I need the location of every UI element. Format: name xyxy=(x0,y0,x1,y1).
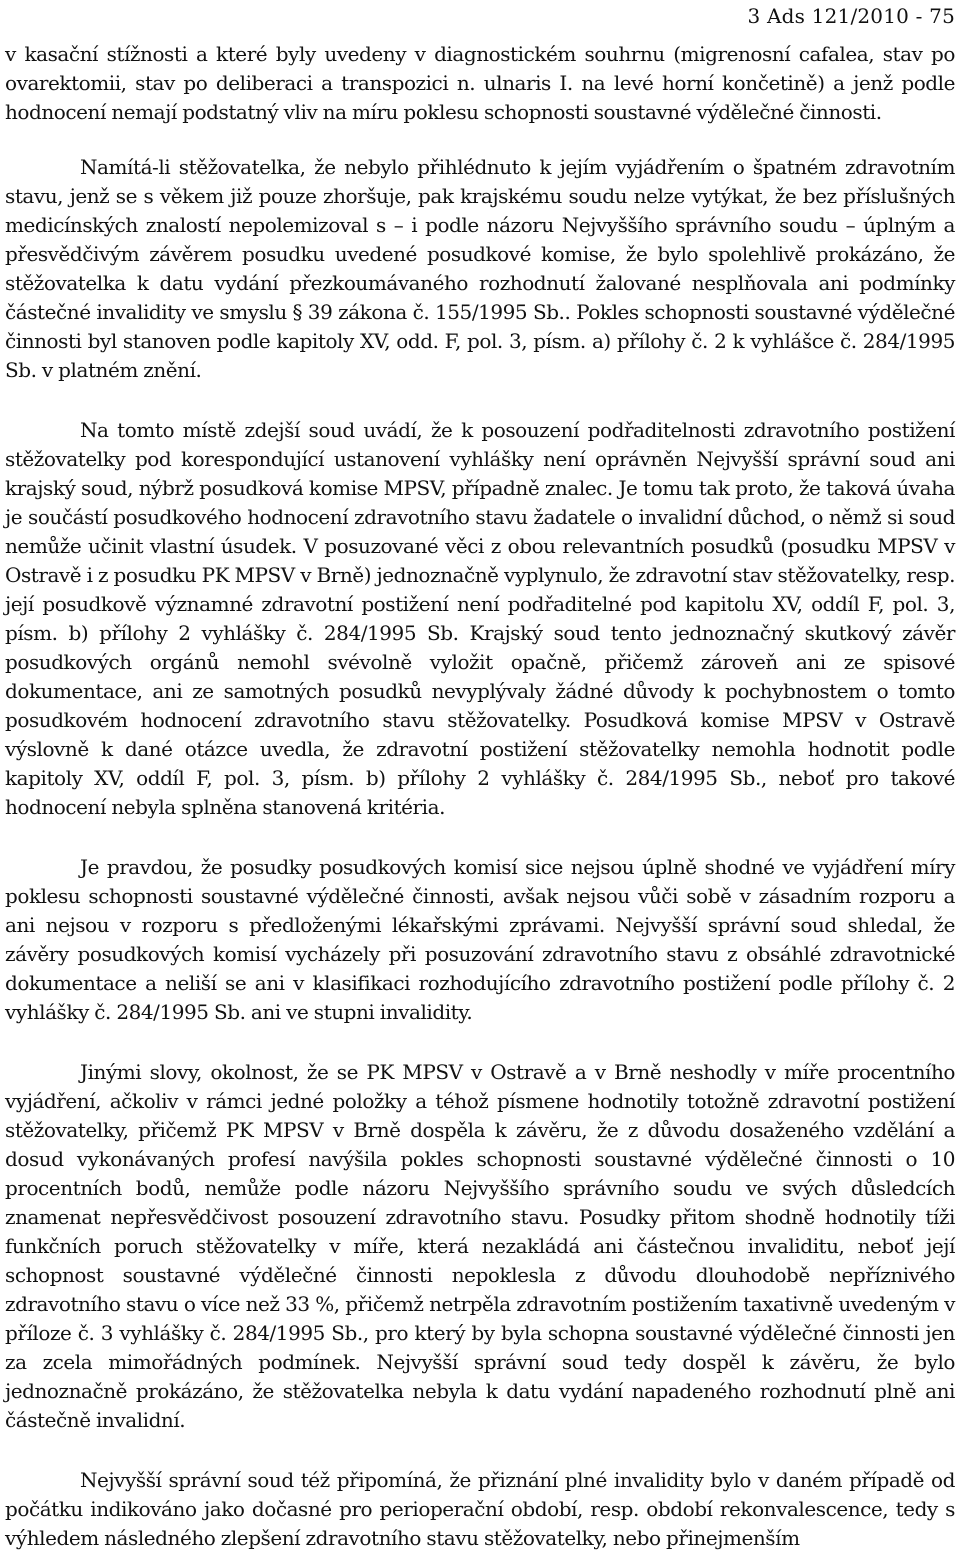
paragraph-continuation: v kasační stížnosti a které byly uvedeny v diagnostickém souhrnu (migrenosní cafalea, stav po ovarektomii, stav po deliberaci a transpozici n. ulnaris I. na levé horní končetině) a jenž podle hodnocení nemají podstatný vliv na míru poklesu schopnosti soustavné výdělečné činnosti. xyxy=(5,42,955,124)
paragraph-objection: Namítá-li stěžovatelka, že nebylo přihlédnuto k jejím vyjádřením o špatném zdravotním stavu, jenž se s věkem již pouze zhoršuje, pak krajskému soudu nelze vytýkat, že bez příslušných medicínských znalostí nepolemizoval s – i podle názoru Nejvyššího správního soudu – úplným a přesvědčivým závěrem posudku uvedené posudkové komise, že bylo spolehlivě prokázáno, že stěžovatelka k datu vydání přezkoumávaného rozhodnutí žalované nesplňovala ani podmínky částečné invalidity ve smyslu § 39 zákona č. 155/1995 Sb.. Pokles schopnosti soustavné výdělečné činnosti byl stanoven podle kapitoly XV, odd. F, pol. 3, písm. a) přílohy č. 2 k vyhlášce č. 284/1995 Sb. v platném znění. xyxy=(5,155,955,382)
document-page xyxy=(5,0,955,1553)
paragraph-reminder: Nejvyšší správní soud též připomíná, že přiznání plné invalidity bylo v daném případě od počátku indikováno jako dočasné pro perioperační období, resp. období rekonvalescence, tedy s výhledem následného zlepšení zdravotního stavu stěžovatelky, nebo přinejmenším xyxy=(5,1468,955,1550)
paragraph-court-note: Na tomto místě zdejší soud uvádí, že k posouzení podřaditelnosti zdravotního postižení stěžovatelky pod korespondující ustanovení vyhlášky není oprávněn Nejvyšší správní soud ani krajský soud, nýbrž posudková komise MPSV, případně znalec. Je tomu tak proto, že taková úvaha je součástí posudkového hodnocení zdravotního stavu žadatele o invalidní důchod, o němž si soud nemůže učinit vlastní úsudek. V posuzované věci z obou relevantních posudků (posudku MPSV v Ostravě i z posudku PK MPSV v Brně) jednoznačně vyplynulo, že zdravotní stav stěžovatelky, resp. její posudkově významné zdravotní postižení není podřaditelné pod kapitolu XV, oddíl F, pol. 3, písm. b) přílohy 2 vyhlášky č. 284/1995 Sb. Krajský soud tento jednoznačný skutkový závěr posudkových orgánů nemohl svévolně vyložit opačně, přičemž zároveň ani ze spisové dokumentace, ani ze samotných posudků nevyplývaly žádné důvody k pochybnostem o tomto posudkovém hodnocení zdravotního stavu stěžovatelky. Posudková komise MPSV v Ostravě výslovně k dané otázce uvedla, že zdravotní postižení stěžovatelky nemohla hodnotit podle kapitoly XV, oddíl F, pol. 3, písm. b) přílohy 2 vyhlášky č. 284/1995 Sb., neboť pro takové hodnocení nebyla splněna stanovená kritéria. xyxy=(5,418,955,819)
paragraph-other-words: Jinými slovy, okolnost, že se PK MPSV v Ostravě a v Brně neshodly v míře procentního vyjádření, ačkoliv v rámci jedné položky a téhož písmene hodnotily totožně zdravotní postižení stěžovatelky, přičemž PK MPSV v Brně dospěla k závěru, že z důvodu dosaženého vzdělání a dosud vykonávaných profesí navýšila pokles schopnosti soustavné výdělečné činnosti o 10 procentních bodů, nemůže podle názoru Nejvyššího správního soudu ve svých důsledcích znamenat nepřesvědčivost posouzení zdravotního stavu. Posudky přitom shodně hodnotily tíži funkčních poruch stěžovatelky v míře, která nezakládá ani částečnou invaliditu, neboť její schopnost soustavné výdělečné činnosti nepoklesla z důvodu dlouhodobě nepříznivého zdravotního stavu o více než 33 %, přičemž netrpěla zdravotním postižením taxativně uvedeným v příloze č. 3 vyhlášky č. 284/1995 Sb., pro který by byla schopna soustavné výdělečné činnosti jen za zcela mimořádných podmínek. Nejvyšší správní soud tedy dospěl k závěru, že bylo jednoznačně prokázáno, že stěžovatelka nebyla k datu vydání napadeného rozhodnutí plně ani částečně invalidní. xyxy=(5,1060,955,1432)
case-reference: 3 Ads 121/2010 - 75 xyxy=(747,4,955,28)
paragraph-assessment: Je pravdou, že posudky posudkových komisí sice nejsou úplně shodné ve vyjádření míry poklesu schopnosti soustavné výdělečné činnosti, avšak nejsou vůči sobě v zásadním rozporu a ani nejsou v rozporu s předloženými lékařskými zprávami. Nejvyšší správní soud shledal, že závěry posudkových komisí vycházely při posuzování zdravotního stavu z obsáhlé zdravotnické dokumentace a neliší se ani v klasifikaci rozhodujícího zdravotního postižení podle přílohy č. 2 vyhlášky č. 284/1995 Sb. ani ve stupni invalidity. xyxy=(5,855,955,1024)
